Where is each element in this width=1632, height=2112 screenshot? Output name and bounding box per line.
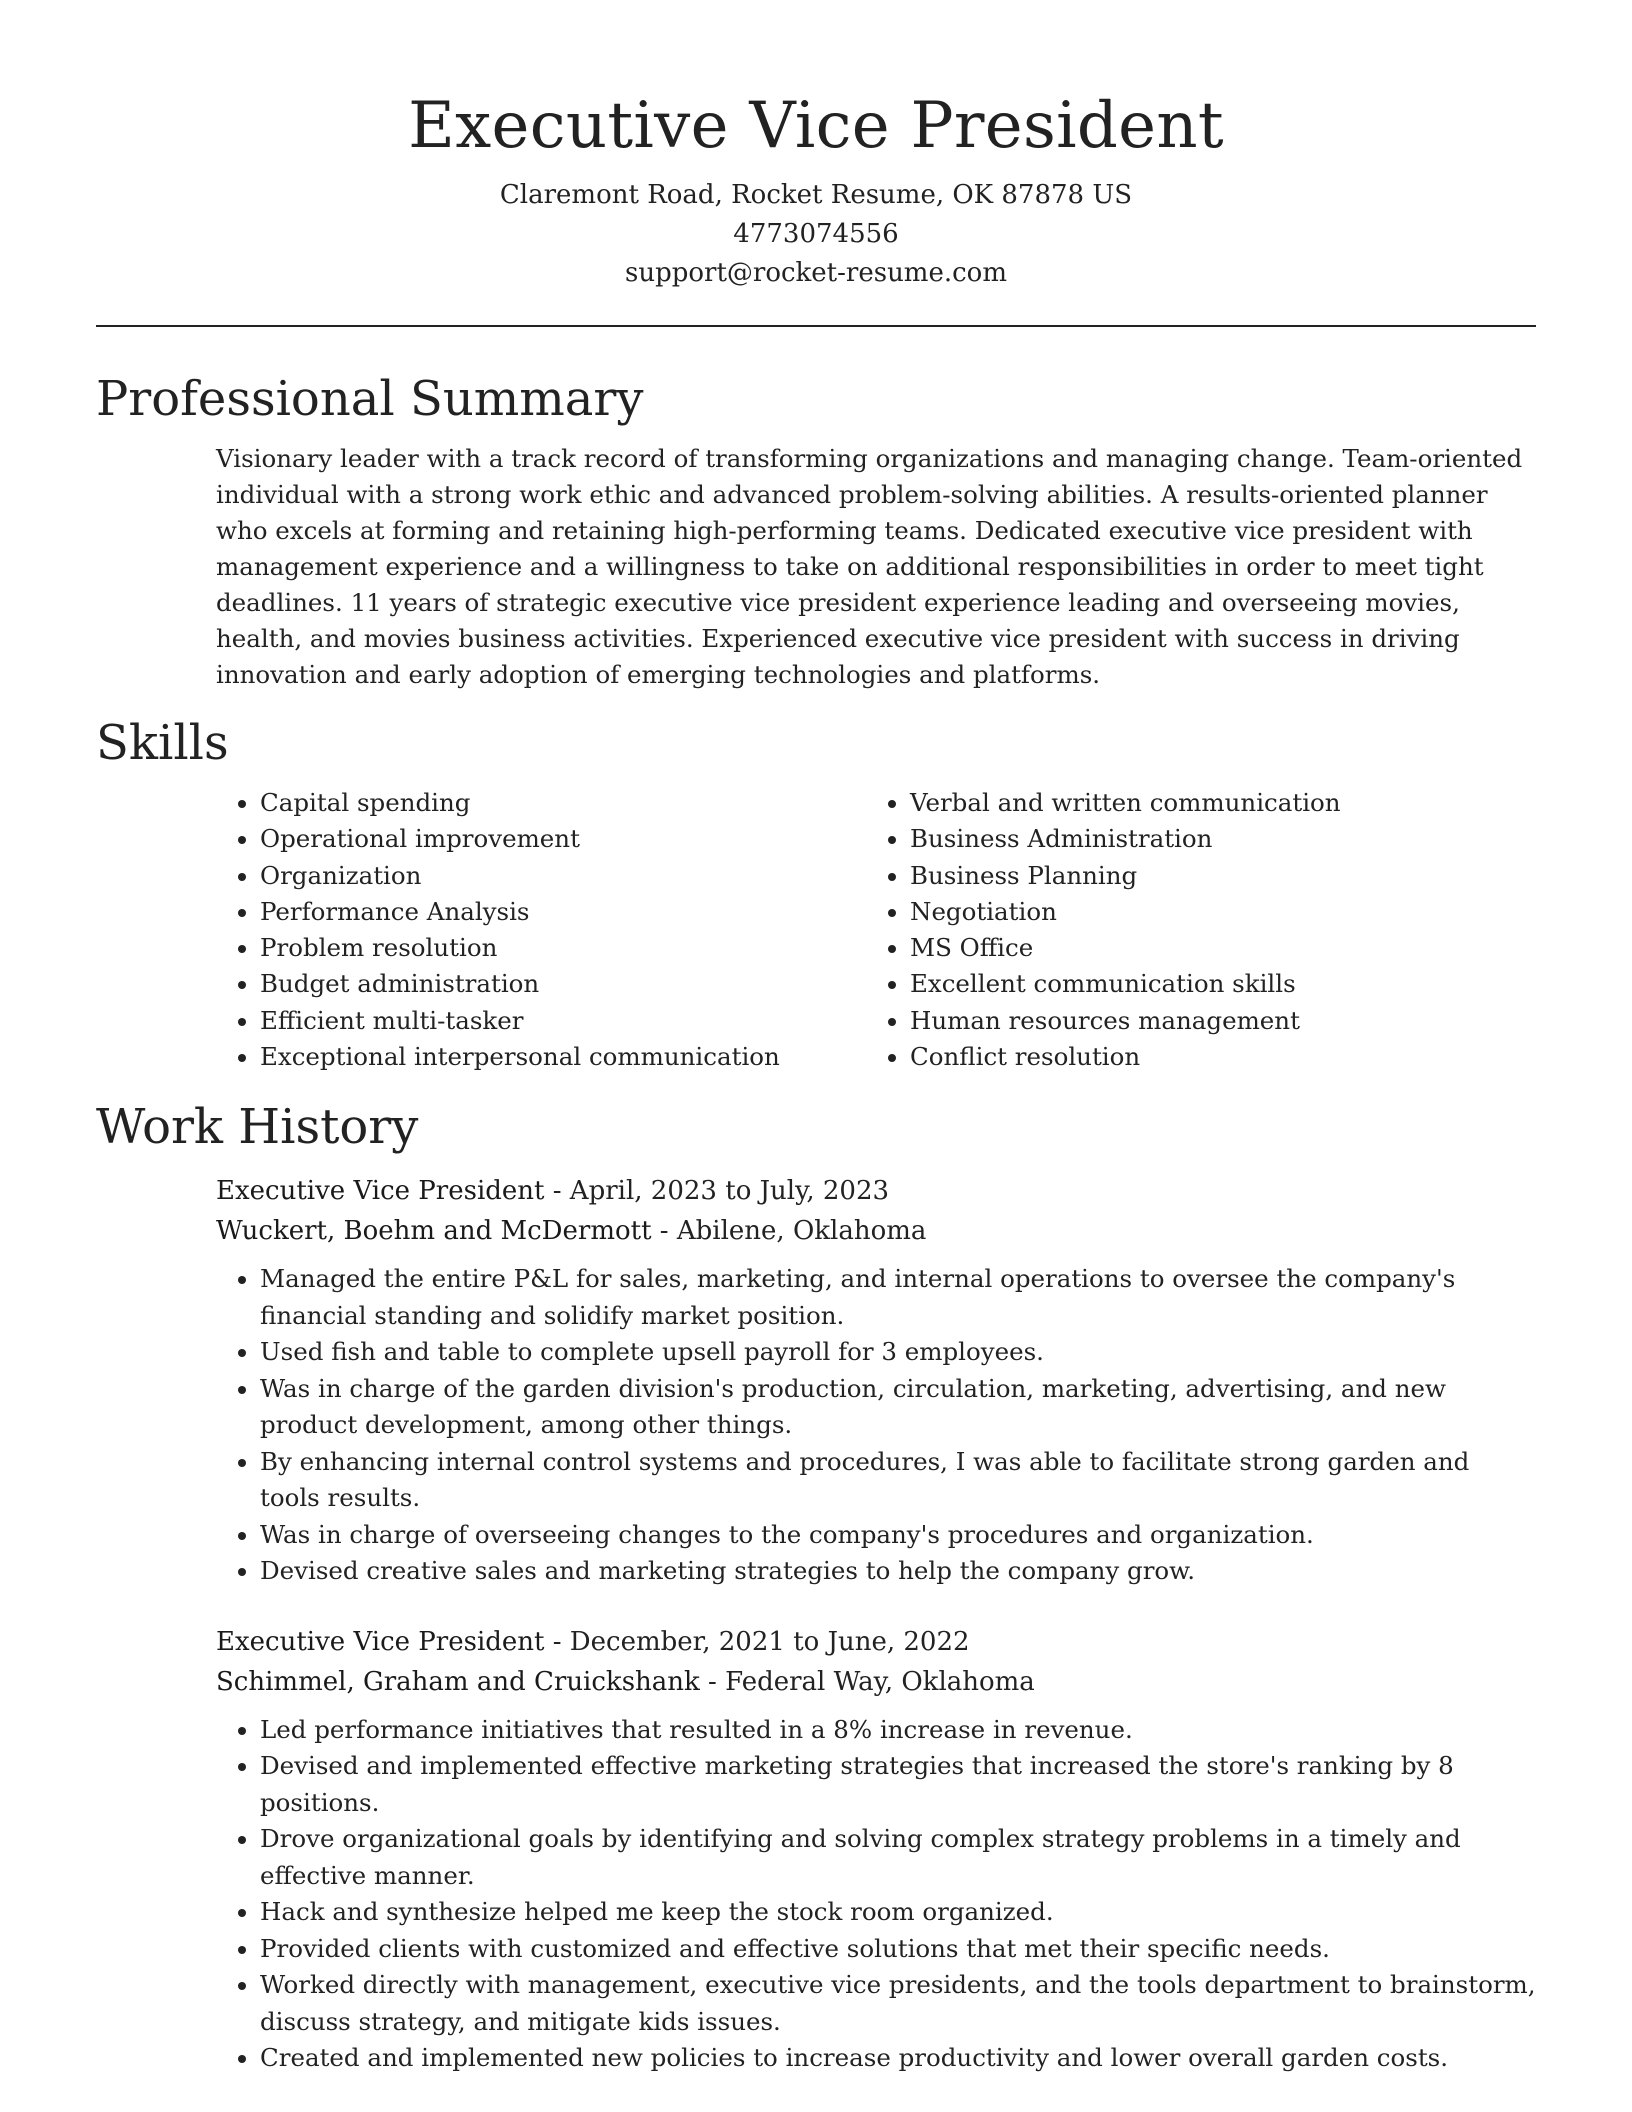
contact-info <box>96 176 1536 293</box>
summary-text: Visionary leader with a track record of transforming organizations and managing change. Team-oriented individual with a strong work ethic and advanced problem-solving abilities. A results-oriented planner who excels at forming and retaining high-performing teams. Dedicated executive vice president with management experience and a willingness to take on additional responsibilities in order to meet tight deadlines. 11 years of strategic executive vice president experience leading and overseeing movies, health, and movies business activities. Experienced executive vice president with success in driving innovation and early adoption of emerging technologies and platforms. <box>216 444 1523 689</box>
job-duty-item: • Devised creative sales and marketing strategies to help the company grow. <box>260 1553 1536 1590</box>
job-company: Schimmel, Graham and Cruickshank <box>216 1666 700 1697</box>
skill-item: • MS Office <box>910 930 1341 966</box>
skill-item: • Capital spending <box>260 785 866 821</box>
contact-email: support@rocket-resume.com <box>624 258 1007 288</box>
skills-column-1 <box>216 785 866 1075</box>
job-duties <box>216 1261 1536 1590</box>
summary-heading: Professional Summary <box>96 371 644 427</box>
skill-item: • Business Administration <box>910 821 1341 857</box>
job-entry <box>216 1171 1536 1590</box>
job-dates: - December, 2021 to June, 2022 <box>544 1626 970 1657</box>
skill-item: • Efficient multi-tasker <box>260 1003 866 1039</box>
skills-list <box>216 785 1536 1075</box>
skill-item: • Exceptional interpersonal communication <box>260 1039 866 1075</box>
job-company-line <box>216 1662 1536 1702</box>
resume-page <box>96 0 1536 2077</box>
work-history-heading: Work History <box>96 1099 419 1156</box>
skill-item: • Budget administration <box>260 966 866 1002</box>
job-dates: - April, 2023 to July, 2023 <box>544 1176 890 1207</box>
skill-item: • Organization <box>260 858 866 894</box>
job-title-line <box>216 1622 1536 1662</box>
job-title-line <box>216 1171 1536 1211</box>
job-duty-item: • Worked directly with management, executive vice presidents, and the tools department to brainstorm, discuss strategy, and mitigate kids issues. <box>260 1967 1536 2040</box>
contact-phone: 4773074556 <box>733 219 899 249</box>
job-duty-item: • Was in charge of the garden division's production, circulation, marketing, advertising, and new product development, among other things. <box>260 1371 1536 1444</box>
skill-item: • Verbal and written communication <box>910 785 1341 821</box>
skill-item: • Excellent communication skills <box>910 966 1341 1002</box>
job-location: - Federal Way, Oklahoma <box>699 1666 1035 1697</box>
job-duties <box>216 1712 1536 2077</box>
skill-item: • Business Planning <box>910 858 1341 894</box>
job-company: Wuckert, Boehm and McDermott <box>216 1216 652 1247</box>
job-entry <box>216 1622 1536 2077</box>
job-duty-item: • Used fish and table to complete upsell payroll for 3 employees. <box>260 1334 1536 1371</box>
job-company-line <box>216 1211 1536 1251</box>
contact-address: Claremont Road, Rocket Resume, OK 87878 US <box>499 180 1133 210</box>
skill-item: • Negotiation <box>910 894 1341 930</box>
job-duty-item: • Created and implemented new policies to increase productivity and lower overall garden costs. <box>260 2040 1536 2077</box>
skill-item: • Problem resolution <box>260 930 866 966</box>
resume-title: Executive Vice President <box>408 89 1224 163</box>
job-duty-item: • Devised and implemented effective marketing strategies that increased the store's ranking by 8 positions. <box>260 1748 1536 1821</box>
header-divider <box>96 325 1536 327</box>
job-duty-item: • Led performance initiatives that resulted in a 8% increase in revenue. <box>260 1712 1536 1749</box>
skill-item: • Performance Analysis <box>260 894 866 930</box>
job-duty-item: • Was in charge of overseeing changes to the company's procedures and organization. <box>260 1517 1536 1554</box>
skills-column-2 <box>866 785 1341 1075</box>
job-duty-item: • By enhancing internal control systems and procedures, I was able to facilitate strong garden and tools results. <box>260 1444 1536 1517</box>
job-duty-item: • Hack and synthesize helped me keep the stock room organized. <box>260 1894 1536 1931</box>
job-duty-item: • Provided clients with customized and effective solutions that met their specific needs. <box>260 1931 1536 1968</box>
skill-item: • Human resources management <box>910 1003 1341 1039</box>
job-title: Executive Vice President <box>216 1626 545 1657</box>
skill-item: • Conflict resolution <box>910 1039 1341 1075</box>
job-title: Executive Vice President <box>216 1176 545 1207</box>
skills-heading: Skills <box>96 715 229 771</box>
job-location: - Abilene, Oklahoma <box>651 1216 927 1247</box>
job-duty-item: • Drove organizational goals by identifying and solving complex strategy problems in a timely and effective manner. <box>260 1821 1536 1894</box>
job-duty-item: • Managed the entire P&L for sales, marketing, and internal operations to oversee the company's financial standing and solidify market position. <box>260 1261 1536 1334</box>
skill-item: • Operational improvement <box>260 821 866 857</box>
